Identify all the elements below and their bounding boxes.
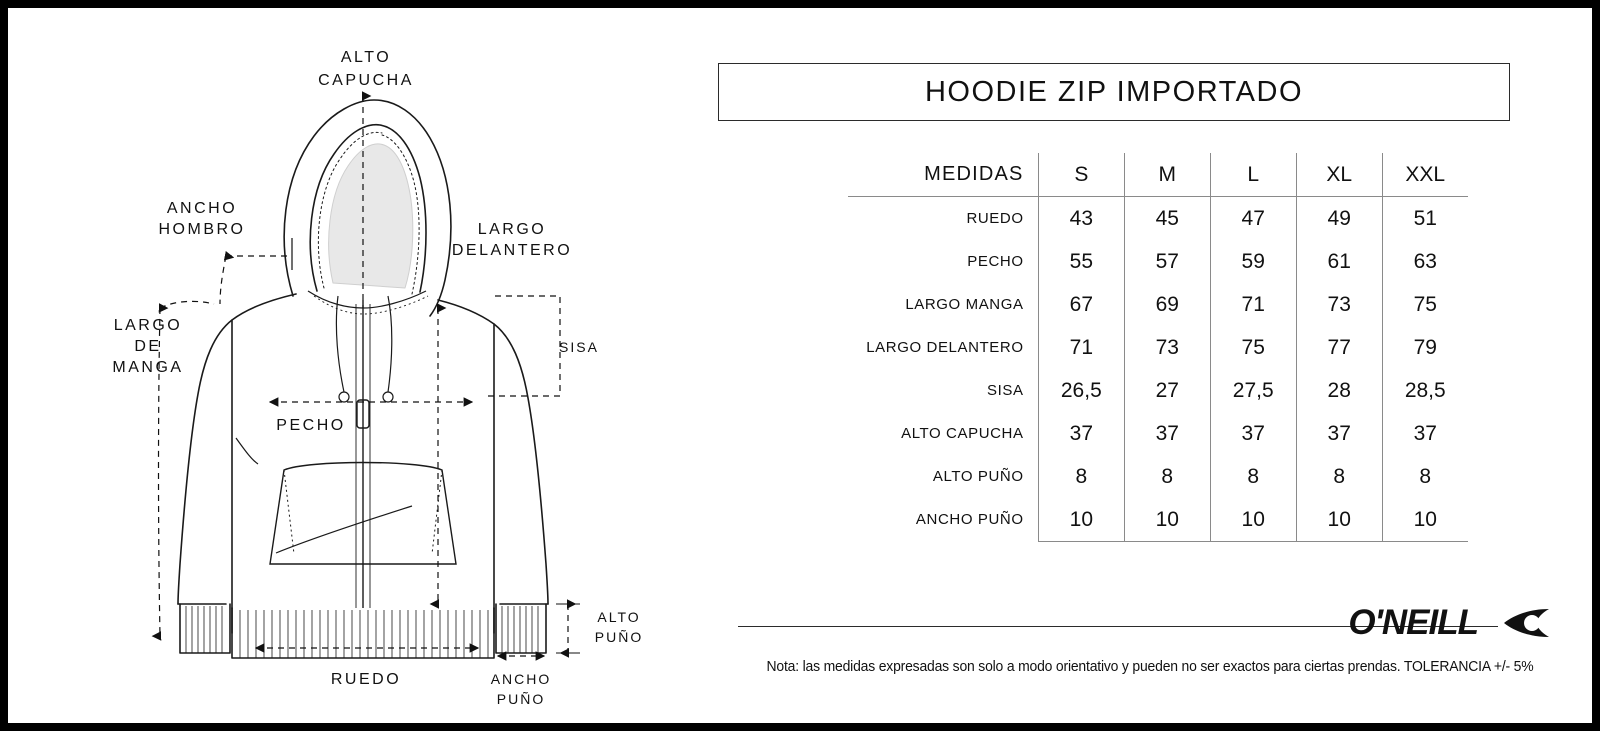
row-label-sisa: SISA	[987, 382, 1024, 399]
cell-pecho-s: 55	[1038, 240, 1124, 283]
row-label-largo-manga: LARGO MANGA	[905, 296, 1024, 313]
cell-pecho-l: 59	[1210, 240, 1296, 283]
row-label-ancho-puno: ANCHO PUÑO	[915, 511, 1024, 529]
size-chart-sheet	[8, 8, 1592, 723]
table-header-row	[848, 153, 1468, 197]
column-header-xl: XL	[1296, 153, 1382, 197]
cell-pecho-xl: 61	[1296, 240, 1382, 283]
cell-sisa-l: 27,5	[1210, 369, 1296, 412]
label-largo-delantero-line2: DELANTERO	[451, 242, 573, 259]
row-label-ruedo: RUEDO	[966, 210, 1024, 227]
cell-ancho-puno-l: 10	[1210, 498, 1296, 542]
column-header-m: M	[1125, 153, 1210, 197]
label-largo-manga-line3: MANGA	[112, 359, 184, 376]
cell-ancho-puno-s: 10	[1038, 498, 1124, 542]
label-ancho-puno-line1: ANCHO	[490, 671, 552, 687]
table-row	[848, 455, 1468, 498]
label-largo-manga-line2: DE	[134, 338, 162, 355]
product-title-box	[718, 63, 1510, 121]
table-row	[848, 197, 1468, 241]
tolerance-note: Nota: las medidas expresadas son solo a modo orientativo y pueden no ser exactos para ciertas prendas. TOLERANCIA +/- 5%	[766, 658, 1534, 675]
spec-panel	[708, 8, 1592, 723]
table-row	[848, 283, 1468, 326]
cell-alto-puno-l: 8	[1210, 455, 1296, 498]
cell-ancho-puno-xl: 10	[1296, 498, 1382, 542]
cell-alto-capucha-xl: 37	[1296, 412, 1382, 455]
label-ruedo: RUEDO	[330, 671, 402, 688]
cell-ancho-puno-m: 10	[1125, 498, 1210, 542]
row-label-alto-puno: ALTO PUÑO	[932, 468, 1024, 485]
label-ancho-hombro-line1: ANCHO	[166, 200, 238, 217]
label-alto-puno-line1: ALTO	[597, 609, 641, 625]
label-pecho: PECHO	[276, 417, 346, 434]
size-table	[848, 153, 1468, 542]
cell-sisa-xl: 28	[1296, 369, 1382, 412]
cell-alto-capucha-xxl: 37	[1382, 412, 1468, 455]
cell-largo-manga-m: 69	[1125, 283, 1210, 326]
brand-lockup	[1348, 603, 1560, 643]
cell-largo-delantero-m: 73	[1125, 326, 1210, 369]
label-alto-puno-line2: PUÑO	[594, 629, 644, 645]
column-header-measures: MEDIDAS	[848, 153, 1038, 197]
cell-ruedo-xl: 49	[1296, 197, 1382, 241]
cell-alto-puno-s: 8	[1038, 455, 1124, 498]
cell-sisa-xxl: 28,5	[1382, 369, 1468, 412]
cell-largo-manga-l: 71	[1210, 283, 1296, 326]
cell-alto-capucha-l: 37	[1210, 412, 1296, 455]
row-label-pecho: PECHO	[967, 253, 1024, 270]
table-row	[848, 240, 1468, 283]
label-ancho-hombro-line2: HOMBRO	[158, 221, 246, 238]
cell-largo-delantero-xl: 77	[1296, 326, 1382, 369]
label-alto-capucha-line1: ALTO	[340, 49, 392, 66]
cell-alto-puno-m: 8	[1125, 455, 1210, 498]
table-row	[848, 326, 1468, 369]
column-header-s: S	[1038, 153, 1124, 197]
cell-ruedo-m: 45	[1125, 197, 1210, 241]
column-header-xxl: XXL	[1382, 153, 1468, 197]
cell-alto-puno-xxl: 8	[1382, 455, 1468, 498]
cell-largo-delantero-xxl: 79	[1382, 326, 1468, 369]
table-row	[848, 498, 1468, 542]
cell-sisa-s: 26,5	[1038, 369, 1124, 412]
column-header-l: L	[1210, 153, 1296, 197]
cell-largo-delantero-s: 71	[1038, 326, 1124, 369]
cell-alto-capucha-m: 37	[1125, 412, 1210, 455]
cell-largo-manga-xxl: 75	[1382, 283, 1468, 326]
label-largo-delantero-line1: LARGO	[477, 221, 547, 238]
cell-ruedo-s: 43	[1038, 197, 1124, 241]
row-label-alto-capucha: ALTO CAPUCHA	[901, 425, 1024, 442]
cell-ancho-puno-xxl: 10	[1382, 498, 1468, 542]
label-largo-manga-line1: LARGO	[113, 317, 183, 334]
oneill-wave-icon	[1492, 603, 1560, 643]
page-title: HOODIE ZIP IMPORTADO	[924, 75, 1304, 108]
cell-ruedo-l: 47	[1210, 197, 1296, 241]
cell-alto-puno-xl: 8	[1296, 455, 1382, 498]
table-row	[848, 412, 1468, 455]
cell-largo-manga-s: 67	[1038, 283, 1124, 326]
cell-largo-manga-xl: 73	[1296, 283, 1382, 326]
cell-sisa-m: 27	[1125, 369, 1210, 412]
cell-alto-capucha-s: 37	[1038, 412, 1124, 455]
garment-diagram	[8, 8, 708, 723]
brand-wordmark: O'NEILL	[1348, 603, 1478, 642]
label-sisa: SISA	[559, 339, 599, 355]
row-label-largo-delantero: LARGO DELANTERO	[866, 339, 1024, 356]
label-ancho-puno-line2: PUÑO	[496, 691, 546, 707]
table-row	[848, 369, 1468, 412]
cell-pecho-m: 57	[1125, 240, 1210, 283]
cell-ruedo-xxl: 51	[1382, 197, 1468, 241]
label-alto-capucha-line2: CAPUCHA	[318, 72, 414, 89]
cell-pecho-xxl: 63	[1382, 240, 1468, 283]
cell-largo-delantero-l: 75	[1210, 326, 1296, 369]
